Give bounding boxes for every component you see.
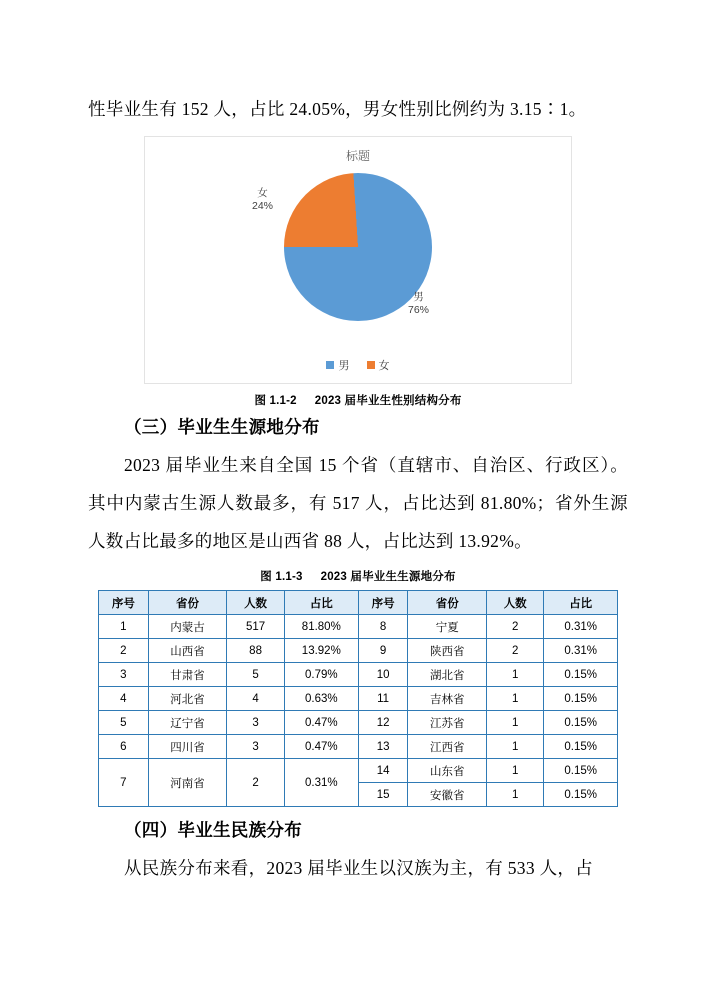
pie-label-female: [252, 187, 273, 213]
table-cell: 江西省: [408, 735, 487, 759]
table-cell: 5: [227, 663, 285, 687]
table-row: [99, 615, 618, 639]
table-cell: 0.15%: [544, 783, 618, 807]
table-row: [99, 687, 618, 711]
chart-title: 标题: [345, 149, 370, 163]
table-cell: 4: [227, 687, 285, 711]
legend-item-female: [367, 357, 390, 373]
table-cell: 5: [99, 711, 149, 735]
table-cell: 陕西省: [408, 639, 487, 663]
table-cell: 1: [487, 687, 544, 711]
pie-label-female-name: 女: [257, 187, 268, 199]
legend-label-female: 女: [378, 360, 390, 372]
paragraph-ethnicity-distribution: 从民族分布来看，2023 届毕业生以汉族为主，有 533 人，占: [124, 858, 593, 878]
table-caption-text: 2023 届毕业生生源地分布: [320, 571, 456, 583]
figure-caption-number: 图 1.1-2: [254, 395, 297, 407]
source-distribution-table: [98, 590, 618, 807]
table-header-cell: 占比: [544, 591, 618, 615]
table-cell: 0.15%: [544, 759, 618, 783]
table-cell: 6: [99, 735, 149, 759]
table-cell: 11: [358, 687, 408, 711]
table-cell: 2: [487, 615, 544, 639]
pie-label-male-name: 男: [413, 291, 424, 303]
table-cell: 吉林省: [408, 687, 487, 711]
table-cell: 2: [99, 639, 149, 663]
table-header-row: [99, 591, 618, 615]
table-cell: 12: [358, 711, 408, 735]
table-header-cell: 序号: [358, 591, 408, 615]
table-header-cell: 占比: [284, 591, 358, 615]
paragraph-gender-ratio: 性毕业生有 152 人，占比 24.05%，男女性别比例约为 3.15∶1。: [88, 99, 587, 119]
table-caption-number: 图 1.1-3: [260, 571, 303, 583]
table-cell: 河南省: [148, 759, 227, 807]
table-cell: 88: [227, 639, 285, 663]
pie-label-male-pct: 76%: [408, 304, 430, 316]
table-cell: 3: [99, 663, 149, 687]
table-header-cell: 省份: [408, 591, 487, 615]
table-cell: 0.15%: [544, 687, 618, 711]
table-cell: 1: [487, 663, 544, 687]
table-cell: 0.31%: [284, 759, 358, 807]
table-cell: 0.15%: [544, 735, 618, 759]
table-row: [99, 663, 618, 687]
legend-swatch-male: [326, 361, 334, 369]
table-cell: 9: [358, 639, 408, 663]
table-row: [99, 735, 618, 759]
table-cell: 河北省: [148, 687, 227, 711]
table-row: [99, 759, 618, 783]
table-cell: 0.63%: [284, 687, 358, 711]
table-cell: 10: [358, 663, 408, 687]
figure-caption-text: 2023 届毕业生性别结构分布: [314, 395, 462, 407]
table-cell: 1: [99, 615, 149, 639]
table-cell: 4: [99, 687, 149, 711]
table-header-cell: 人数: [487, 591, 544, 615]
legend-label-male: 男: [338, 360, 350, 372]
pie-label-male: [408, 291, 429, 317]
table-cell: 江苏省: [408, 711, 487, 735]
table-cell: 辽宁省: [148, 711, 227, 735]
table-cell: 0.47%: [284, 711, 358, 735]
table-cell: 0.47%: [284, 735, 358, 759]
table-caption-1-1-3: [88, 568, 628, 584]
table-row: [99, 639, 618, 663]
table-cell: 517: [227, 615, 285, 639]
table-cell: 3: [227, 735, 285, 759]
heading-ethnicity-distribution: （四）毕业生民族分布: [124, 820, 302, 840]
table-cell: 0.31%: [544, 615, 618, 639]
table-header-cell: 序号: [99, 591, 149, 615]
chart-legend: [145, 357, 571, 373]
table-cell: 宁夏: [408, 615, 487, 639]
table-cell: 0.15%: [544, 711, 618, 735]
table-cell: 山西省: [148, 639, 227, 663]
table-cell: 内蒙古: [148, 615, 227, 639]
heading-source-distribution: （三）毕业生生源地分布: [124, 417, 320, 437]
pie-chart-figure: [144, 136, 572, 384]
table-header-cell: 省份: [148, 591, 227, 615]
table-cell: 0.15%: [544, 663, 618, 687]
table-cell: 13: [358, 735, 408, 759]
table-cell: 81.80%: [284, 615, 358, 639]
table-cell: 四川省: [148, 735, 227, 759]
table-header-cell: 人数: [227, 591, 285, 615]
table-cell: 1: [487, 783, 544, 807]
pie-chart: [252, 173, 432, 321]
paragraph-source-distribution: 2023 届毕业生来自全国 15 个省（直辖市、自治区、行政区）。其中内蒙古生源人数最多，有 517 人，占比达到 81.80%；省外生源人数占比最多的地区是山西省 88 人，占比达到 13.92%。: [88, 455, 628, 551]
table-cell: 甘肃省: [148, 663, 227, 687]
table-row: [99, 711, 618, 735]
table-cell: 1: [487, 735, 544, 759]
table-cell: 湖北省: [408, 663, 487, 687]
table-cell: 2: [487, 639, 544, 663]
table-cell: 山东省: [408, 759, 487, 783]
table-cell: 3: [227, 711, 285, 735]
pie-label-female-pct: 24%: [252, 200, 274, 212]
table-cell: 0.79%: [284, 663, 358, 687]
table-cell: 2: [227, 759, 285, 807]
table-cell: 13.92%: [284, 639, 358, 663]
legend-swatch-female: [367, 361, 375, 369]
table-cell: 安徽省: [408, 783, 487, 807]
table-cell: 15: [358, 783, 408, 807]
table-cell: 0.31%: [544, 639, 618, 663]
table-cell: 1: [487, 759, 544, 783]
table-cell: 1: [487, 711, 544, 735]
figure-caption-1-1-2: [88, 392, 628, 408]
table-cell: 8: [358, 615, 408, 639]
legend-item-male: [326, 357, 349, 373]
table-cell: 14: [358, 759, 408, 783]
table-cell: 7: [99, 759, 149, 807]
